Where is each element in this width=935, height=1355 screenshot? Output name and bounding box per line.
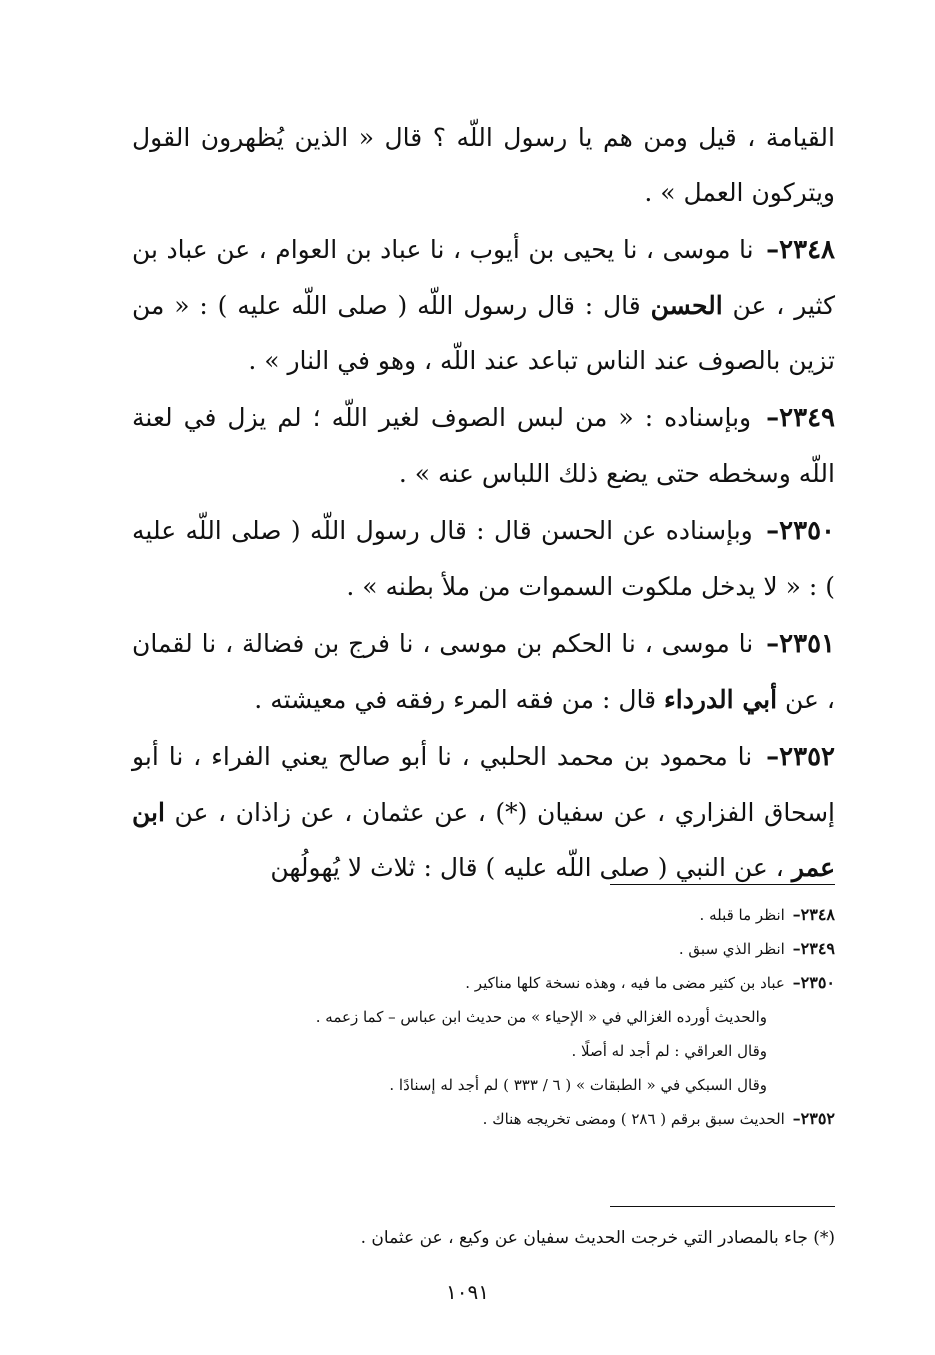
footnote-number: ٢٣٥٢– [792,1109,835,1128]
footnote-line [180,1102,835,1136]
star-note-divider [610,1206,835,1207]
paragraph-text: القيامة ، قيل ومن هم يا رسول اللّه ؟ قال « الذين يُظهرون القول ويتركون العمل » . [132,123,835,207]
narrator-name: الحسن [650,291,723,320]
footnote-number: ٢٣٥٠– [792,973,835,992]
footnote-line [180,898,835,932]
hadith-2349 [132,390,835,501]
footnote-number: ٢٣٤٨– [792,905,835,924]
footnote-text: والحديث أورده الغزالي في « الإحياء » من حديث ابن عباس – كما زعمه . [315,1008,767,1026]
footnote-text: وقال السبكي في « الطبقات » ( ٦ / ٣٣٣ ) لم أجد له إسنادًا . [389,1076,767,1094]
main-text-block [132,110,835,895]
paragraph-text-after: ، عن النبي ( صلى اللّه عليه ) قال : ثلاث لا يُهولُهن [270,853,784,882]
paragraph-text: نا موسى ، نا الحكم بن موسى ، نا فرج بن فضالة ، نا لقمان ، عن [132,629,835,714]
hadith-number: ٢٣٤٨– [766,235,835,265]
paragraph-continuation [132,110,835,220]
hadith-number: ٢٣٥١– [766,629,835,659]
footnote-line [180,1000,835,1034]
footnote-text: عباد بن كثير مضى ما فيه ، وهذه نسخة كلها مناكير . [465,974,785,992]
narrator-name: ابن عمر [132,798,835,882]
hadith-number: ٢٣٥٠– [766,516,835,546]
paragraph-text: وبإسناده عن الحسن قال : قال رسول اللّه ( صلى اللّه عليه ) : « لا يدخل ملكوت السموات من ملأ بطنه » . [132,516,835,601]
hadith-number: ٢٣٤٩– [766,403,835,433]
paragraph-text: وبإسناده : « من لبس الصوف لغير اللّه ؛ لم يزل في لعنة اللّه وسخطه حتى يضع ذلك اللباس عنه » . [132,403,835,488]
footnote-text: الحديث سبق برقم ( ٢٨٦ ) ومضى تخريجه هناك . [482,1110,785,1128]
footnote-line [180,1068,835,1102]
paragraph-text: نا موسى ، نا يحيى بن أيوب ، نا عباد بن العوام ، عن عباد بن كثير ، عن [132,235,836,320]
hadith-2350 [132,503,835,614]
star-note: (*) جاء بالمصادر التي خرجت الحديث سفيان عن وكيع ، عن عثمان . [360,1228,835,1248]
hadith-2352 [132,729,835,895]
hadith-number: ٢٣٥٢– [766,742,835,772]
footnote-divider [610,884,835,885]
narrator-name: أبي الدرداء [664,685,778,714]
hadith-2351 [132,616,835,727]
footnote-line [180,966,835,1000]
footnote-number: ٢٣٤٩– [792,939,835,958]
paragraph-text-after: قال : من فقه المرء رفقه في معيشته . [254,685,657,714]
footnote-line [180,932,835,966]
page-number: ١٠٩١ [446,1280,489,1304]
paragraph-text-after: قال : قال رسول اللّه ( صلى اللّه عليه ) : « من تزين بالصوف عند الناس تباعد عند اللّه ، وهو في النار » . [132,291,835,375]
paragraph-text: نا محمود بن محمد الحلبي ، نا أبو صالح يعني الفراء ، نا أبو إسحاق الفزاري ، عن سفيان (*) ، عن عثمان ، عن زاذان ، عن [132,742,836,827]
footnotes-block [180,898,835,1136]
footnote-line [180,1034,835,1068]
hadith-2348 [132,222,835,388]
footnote-text: انظر ما قبله . [699,906,785,924]
footnote-text: وقال العراقي : لم أجد له أصلًا . [571,1042,767,1060]
footnote-text: انظر الذي سبق . [678,940,785,958]
